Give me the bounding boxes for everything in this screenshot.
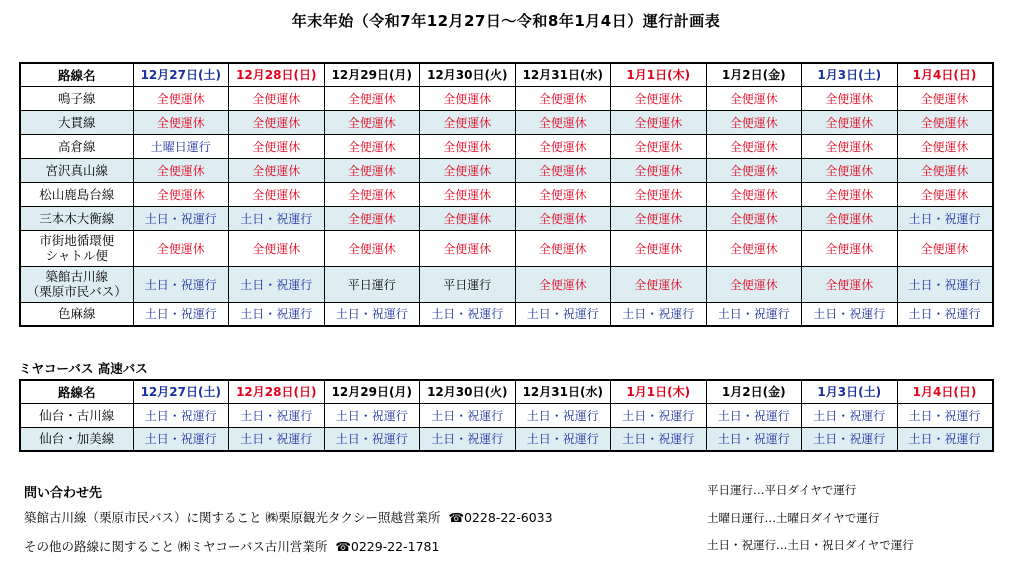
schedule-cell: 全便運休: [420, 110, 516, 134]
schedule-cell: 全便運休: [611, 206, 707, 230]
schedule-cell: 全便運休: [706, 206, 802, 230]
schedule-cell: 土日・祝運行: [611, 302, 707, 326]
schedule-cell: 土日・祝運行: [897, 403, 993, 427]
schedule-cell: 土日・祝運行: [229, 266, 325, 302]
route-name-line: 市街地循環便: [39, 233, 115, 248]
schedule-cell: 全便運休: [229, 110, 325, 134]
route-name-cell: [20, 158, 133, 182]
route-name-cell: [20, 134, 133, 158]
schedule-cell: 全便運休: [802, 230, 898, 266]
schedule-cell: 全便運休: [802, 110, 898, 134]
schedule-cell: 全便運休: [133, 86, 229, 110]
schedule-cell: 土日・祝運行: [802, 427, 898, 451]
date-column-header: 1月3日(土): [802, 380, 898, 403]
schedule-cell: 土日・祝運行: [229, 302, 325, 326]
schedule-cell: 全便運休: [802, 86, 898, 110]
schedule-cell: 土日・祝運行: [420, 302, 516, 326]
date-column-header: 1月2日(金): [706, 63, 802, 86]
schedule-cell: 全便運休: [802, 158, 898, 182]
schedule-cell: 全便運休: [420, 206, 516, 230]
table-row: [20, 427, 993, 451]
schedule-cell: 土日・祝運行: [802, 302, 898, 326]
date-column-header: 12月27日(土): [133, 380, 229, 403]
date-column-header: 12月28日(日): [229, 63, 325, 86]
route-name-line: 三本木大衡線: [39, 210, 115, 226]
date-column-header: 1月4日(日): [897, 63, 993, 86]
schedule-cell: 土日・祝運行: [420, 403, 516, 427]
schedule-cell: 土日・祝運行: [515, 302, 611, 326]
route-name-line: 高倉線: [57, 138, 96, 154]
schedule-cell: 全便運休: [324, 134, 420, 158]
route-column-header: 路線名: [20, 380, 133, 403]
table-row: [20, 302, 993, 326]
schedule-cell: 全便運休: [515, 182, 611, 206]
schedule-cell: 全便運休: [802, 134, 898, 158]
schedule-cell: 全便運休: [706, 230, 802, 266]
route-name-cell: [20, 110, 133, 134]
schedule-cell: 平日運行: [420, 266, 516, 302]
legend-saturday: 土曜日運行…土曜日ダイヤで運行: [707, 511, 880, 525]
schedule-cell: 全便運休: [706, 134, 802, 158]
schedule-cell: 土日・祝運行: [420, 427, 516, 451]
schedule-cell: 土日・祝運行: [897, 266, 993, 302]
schedule-cell: 土日・祝運行: [229, 427, 325, 451]
table-row: [20, 230, 993, 266]
schedule-cell: 土日・祝運行: [515, 403, 611, 427]
table-row: [20, 403, 993, 427]
schedule-cell: 全便運休: [133, 110, 229, 134]
table-row: [20, 182, 993, 206]
table-row: [20, 206, 993, 230]
schedule-cell: 全便運休: [706, 158, 802, 182]
schedule-cell: 全便運休: [706, 86, 802, 110]
date-column-header: 12月31日(水): [515, 63, 611, 86]
schedule-cell: 土日・祝運行: [897, 302, 993, 326]
schedule-cell: 土日・祝運行: [897, 427, 993, 451]
phone-number: ☎0228-22-6033: [448, 510, 553, 525]
route-name-cell: [20, 86, 133, 110]
contact-line-miyako: [24, 537, 439, 555]
date-column-header: 12月29日(月): [324, 380, 420, 403]
schedule-cell: 全便運休: [515, 266, 611, 302]
schedule-cell: 全便運休: [229, 158, 325, 182]
route-name-line: 色麻線: [57, 306, 96, 322]
date-column-header: 1月3日(土): [802, 63, 898, 86]
route-name-cell: [20, 302, 133, 326]
schedule-cell: 全便運休: [324, 158, 420, 182]
route-name-line: シャトル便: [45, 248, 108, 263]
schedule-cell: 全便運休: [229, 86, 325, 110]
page-title: 年末年始（令和7年12月27日～令和8年1月4日）運行計画表: [291, 12, 721, 30]
contact-text: その他の路線に関すること ㈱ミヤコーバス古川営業所: [24, 539, 328, 554]
date-column-header: 1月1日(木): [611, 63, 707, 86]
schedule-cell: 全便運休: [324, 86, 420, 110]
date-column-header: 1月2日(金): [706, 380, 802, 403]
legend-weekday: 平日運行…平日ダイヤで運行: [707, 483, 857, 497]
schedule-cell: 全便運休: [133, 230, 229, 266]
schedule-cell: 全便運休: [420, 182, 516, 206]
route-name-line: 宮沢真山線: [45, 162, 108, 178]
schedule-cell: 全便運休: [133, 182, 229, 206]
schedule-cell: 全便運休: [324, 230, 420, 266]
schedule-cell: 全便運休: [802, 206, 898, 230]
schedule-cell: 土日・祝運行: [229, 403, 325, 427]
schedule-cell: 全便運休: [515, 230, 611, 266]
schedule-cell: 全便運休: [515, 86, 611, 110]
schedule-cell: 土日・祝運行: [706, 427, 802, 451]
contact-line-kurihara: [24, 508, 553, 526]
schedule-cell: 土日・祝運行: [133, 302, 229, 326]
date-column-header: 12月31日(水): [515, 380, 611, 403]
schedule-cell: 土日・祝運行: [133, 266, 229, 302]
schedule-cell: 全便運休: [897, 110, 993, 134]
schedule-cell: 全便運休: [897, 182, 993, 206]
schedule-cell: 全便運休: [420, 230, 516, 266]
schedule-cell: 全便運休: [611, 230, 707, 266]
schedule-cell: 全便運休: [229, 230, 325, 266]
schedule-cell: 全便運休: [324, 206, 420, 230]
route-name-line: 大貫線: [57, 114, 96, 130]
route-column-header: 路線名: [20, 63, 133, 86]
table-row: [20, 86, 993, 110]
schedule-cell: 土日・祝運行: [611, 403, 707, 427]
schedule-cell: 土日・祝運行: [515, 427, 611, 451]
phone-number: ☎0229-22-1781: [335, 539, 440, 554]
schedule-cell: 全便運休: [611, 266, 707, 302]
schedule-cell: 土日・祝運行: [706, 302, 802, 326]
schedule-cell: 土日・祝運行: [324, 403, 420, 427]
schedule-cell: 全便運休: [420, 134, 516, 158]
schedule-cell: 全便運休: [420, 158, 516, 182]
table-row: [20, 134, 993, 158]
route-name-cell: [20, 427, 133, 451]
schedule-cell: 土日・祝運行: [133, 206, 229, 230]
schedule-cell: 全便運休: [611, 110, 707, 134]
schedule-cell: 全便運休: [897, 230, 993, 266]
schedule-cell: 土日・祝運行: [706, 403, 802, 427]
schedule-cell: 土曜日運行: [133, 134, 229, 158]
schedule-cell: 平日運行: [324, 266, 420, 302]
schedule-cell: 全便運休: [229, 134, 325, 158]
schedule-cell: 土日・祝運行: [229, 206, 325, 230]
schedule-cell: 全便運休: [802, 182, 898, 206]
route-name-cell: [20, 266, 133, 302]
schedule-cell: 土日・祝運行: [133, 427, 229, 451]
schedule-cell: 土日・祝運行: [611, 427, 707, 451]
schedule-cell: 全便運休: [611, 134, 707, 158]
route-name-cell: [20, 230, 133, 266]
date-column-header: 12月30日(火): [420, 63, 516, 86]
route-name-line: 松山鹿島台線: [39, 186, 115, 202]
schedule-cell: 全便運休: [611, 158, 707, 182]
schedule-cell: 全便運休: [229, 182, 325, 206]
schedule-cell: 全便運休: [515, 110, 611, 134]
schedule-cell: 全便運休: [706, 266, 802, 302]
schedule-cell: 全便運休: [324, 110, 420, 134]
route-name-line: 仙台・加美線: [39, 431, 115, 447]
date-column-header: 12月29日(月): [324, 63, 420, 86]
schedule-cell: 全便運休: [897, 158, 993, 182]
schedule-cell: 全便運休: [515, 158, 611, 182]
route-name-line: 築館古川線: [45, 269, 108, 284]
schedule-cell: 全便運休: [611, 182, 707, 206]
table-header-row: [20, 63, 993, 86]
schedule-table-local: [19, 62, 994, 327]
legend-holiday: 土日・祝運行…土日・祝日ダイヤで運行: [707, 538, 914, 552]
date-column-header: 12月28日(日): [229, 380, 325, 403]
route-name-line: 仙台・古川線: [39, 407, 115, 423]
contact-heading: 問い合わせ先: [24, 486, 103, 501]
schedule-cell: 全便運休: [706, 182, 802, 206]
date-column-header: 1月1日(木): [611, 380, 707, 403]
schedule-cell: 全便運休: [897, 134, 993, 158]
schedule-cell: 全便運休: [324, 182, 420, 206]
date-column-header: 12月27日(土): [133, 63, 229, 86]
schedule-cell: 全便運休: [515, 206, 611, 230]
schedule-cell: 全便運休: [706, 110, 802, 134]
contact-text: 築館古川線（栗原市民バス）に関すること ㈱栗原観光タクシー照越営業所: [24, 510, 441, 525]
schedule-cell: 土日・祝運行: [324, 302, 420, 326]
schedule-cell: 土日・祝運行: [802, 403, 898, 427]
route-name-cell: [20, 403, 133, 427]
schedule-cell: 全便運休: [802, 266, 898, 302]
route-name-cell: [20, 182, 133, 206]
schedule-table-highway: [19, 379, 994, 452]
schedule-cell: 土日・祝運行: [133, 403, 229, 427]
date-column-header: 1月4日(日): [897, 380, 993, 403]
schedule-cell: 全便運休: [420, 86, 516, 110]
table-header-row: [20, 380, 993, 403]
schedule-cell: 土日・祝運行: [897, 206, 993, 230]
schedule-cell: 全便運休: [133, 158, 229, 182]
schedule-cell: 土日・祝運行: [324, 427, 420, 451]
section-title-highway-bus: ミヤコーバス 高速バス: [19, 361, 148, 376]
table-row: [20, 110, 993, 134]
route-name-cell: [20, 206, 133, 230]
date-column-header: 12月30日(火): [420, 380, 516, 403]
schedule-cell: 全便運休: [515, 134, 611, 158]
schedule-cell: 全便運休: [897, 86, 993, 110]
schedule-cell: 全便運休: [611, 86, 707, 110]
table-row: [20, 266, 993, 302]
table-row: [20, 158, 993, 182]
route-name-line: （栗原市民バス）: [26, 284, 127, 299]
route-name-line: 鳴子線: [57, 90, 96, 106]
